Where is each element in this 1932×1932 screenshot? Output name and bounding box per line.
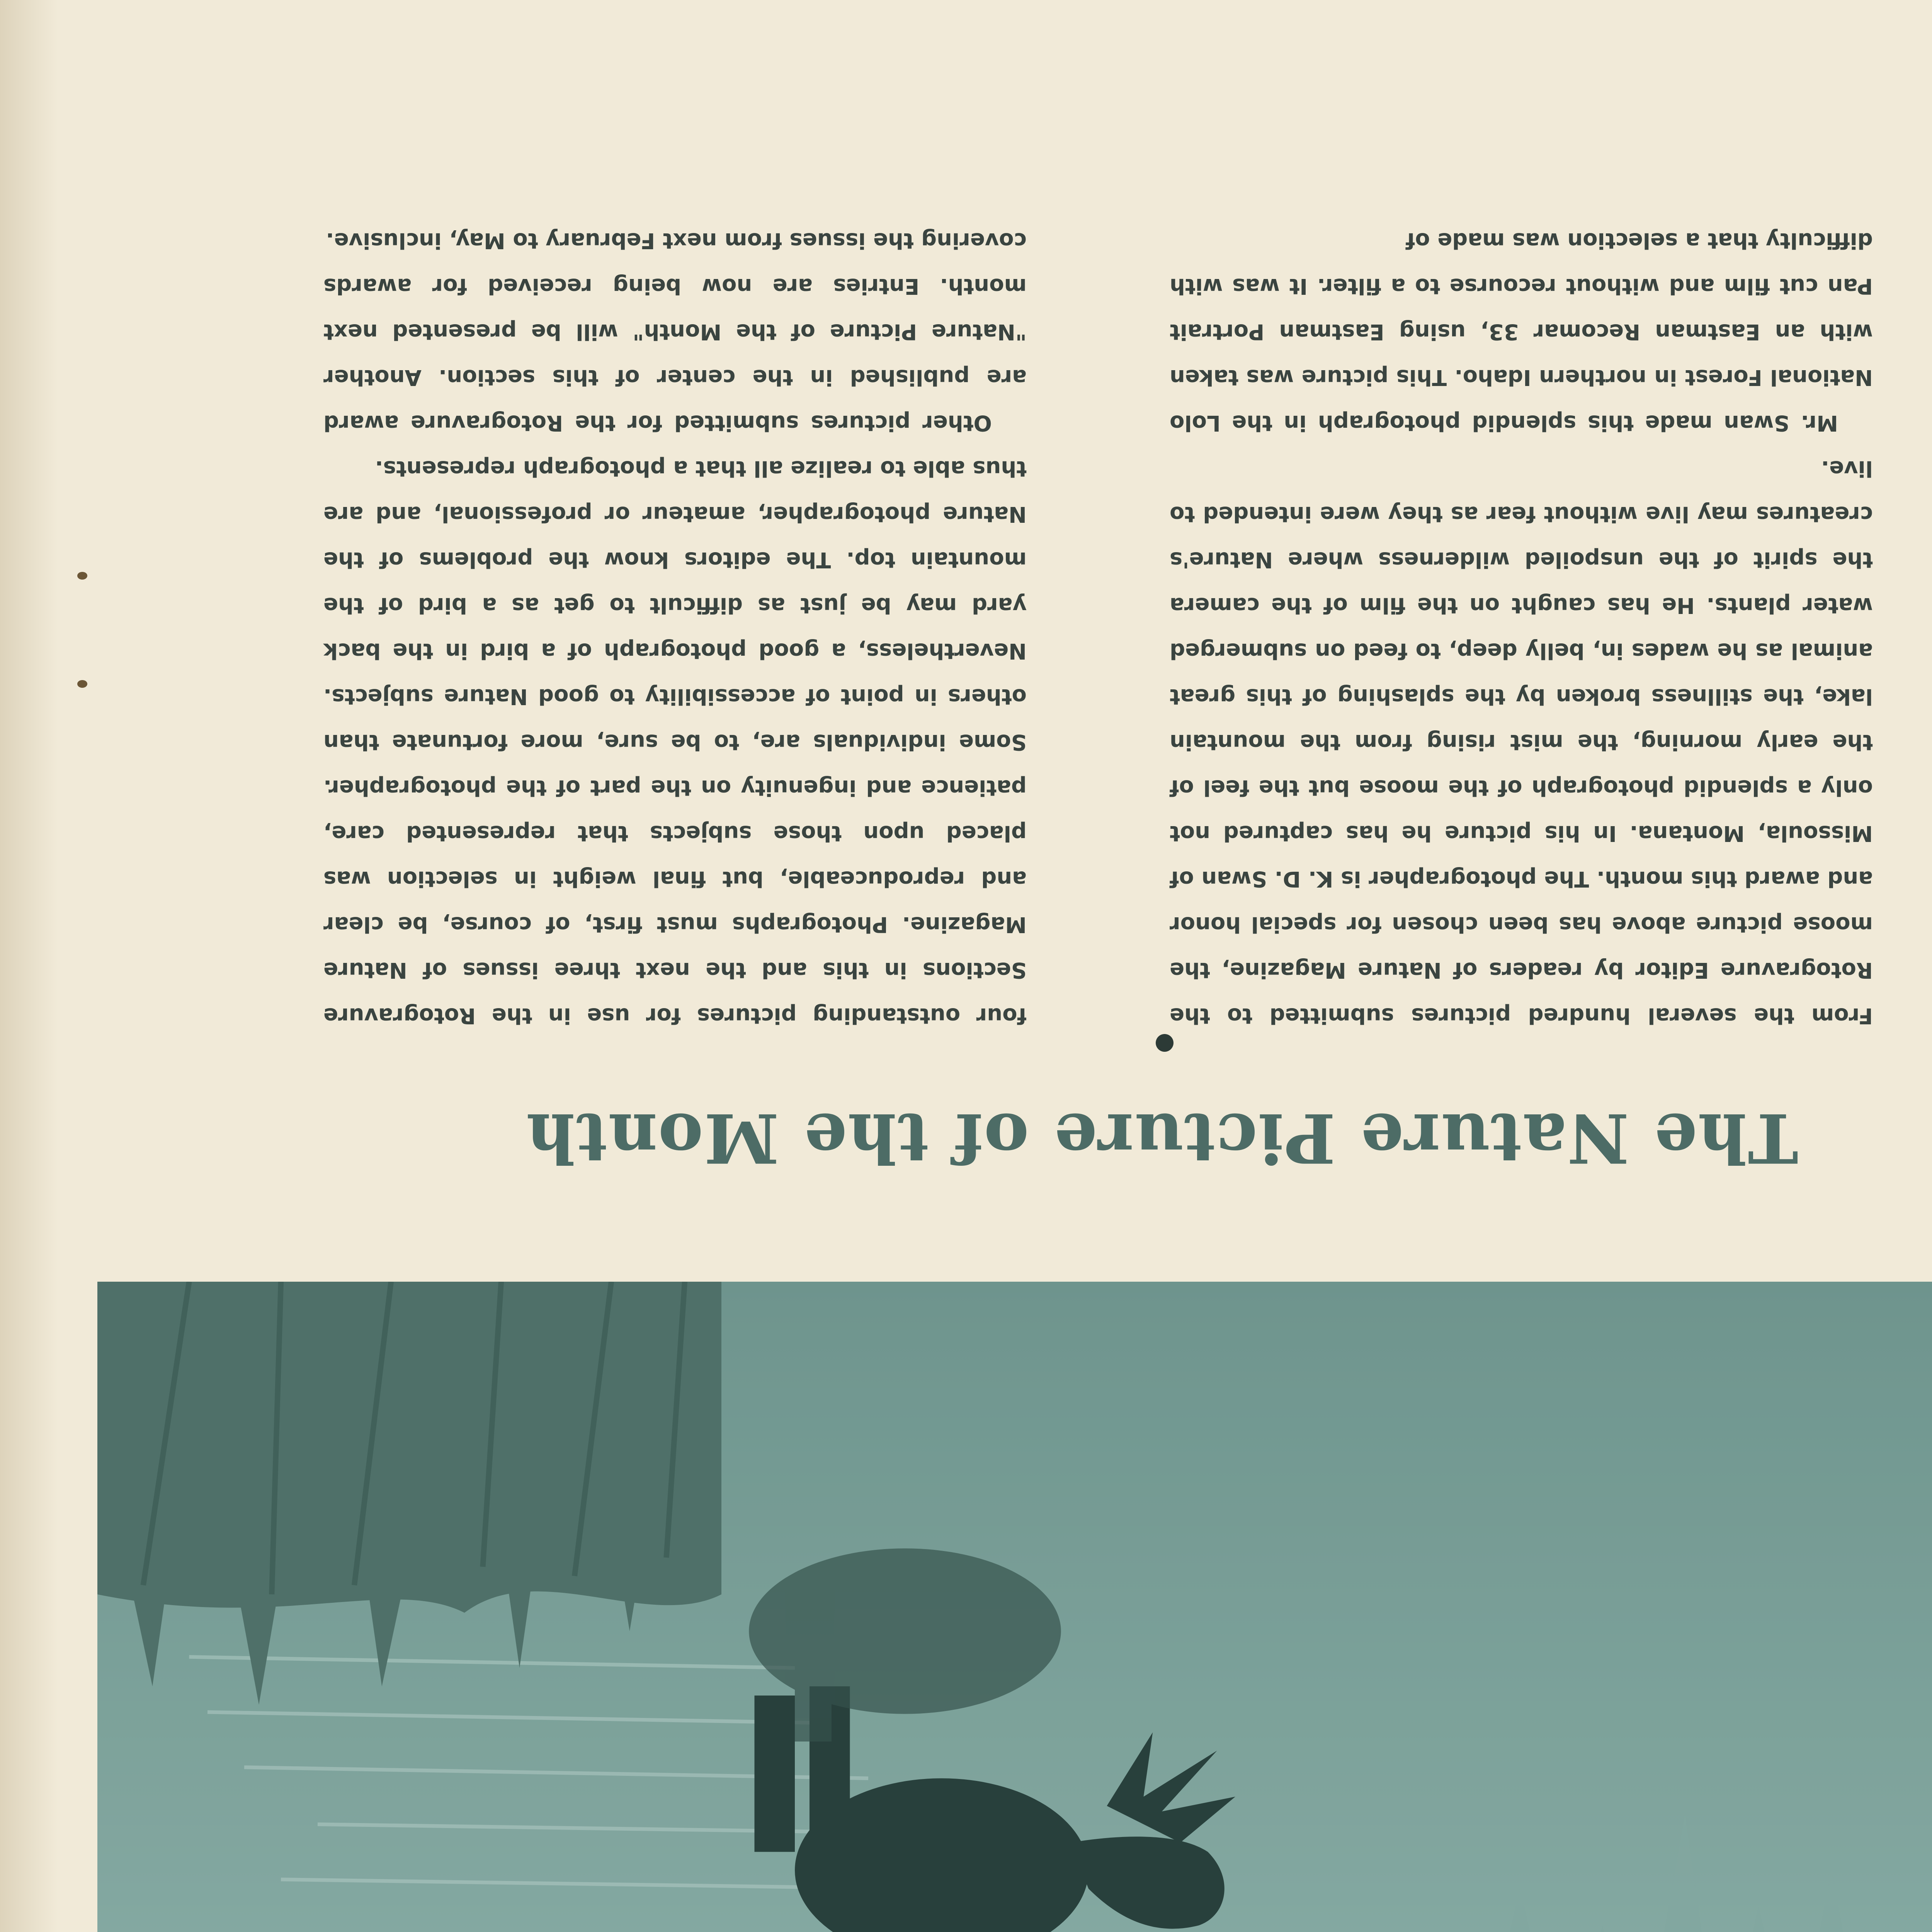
page-title: The Nature Picture of the Month [526, 1098, 1798, 1177]
paragraph: From the several hundred pictures submitted to the Rotogravure Editor by readers of Nature Magazine, the moose picture above has been chosen for special honor and award this month. The photographer is K. D. Swan of Missoula, Montana. In his picture he has captured not only a splendid photograph of the moose but the feel of the early morning, the mist rising from the mountain lake, the stillness broken by the splashing of this great animal as he wades in, belly deep, to feed on submerged water plants. He has caught on the film of the camera the spirit of the unspoiled wilderness where Nature's creatures may live without fear as they were intended to live. [1170, 456, 1873, 1028]
paragraph: four outstanding pictures for use in the Rotogravure Sections in this and the next three issues of Nature Magazine. Photographs must first, of course, be clear and reproduceable, but final weight in selection was placed upon those subjects that represented care, patience and ingenuity on the part of the photographer. Some individuals are, to be sure, more fortunate than others in point of accessibility to good Nature subjects. Nevertheless, a good photograph of a bird in the back yard may be just as difficult to get as a bird of the mountain top. The editors know the problems of the Nature photographer, amateur or professional, and are thus able to realize all that a photograph represents. [323, 456, 1027, 1028]
moose-photograph [97, 1282, 1932, 1932]
moose-photo-svg [97, 1282, 1932, 1932]
article-column-right [323, 218, 1027, 1038]
paragraph: Other pictures submitted for the Rotogravure award are published in the center of this section. Another "Nature Picture of the Month" will be presented next month. Entries are now being received for awards covering the issues from next February to May, inclusive. [323, 228, 1027, 435]
paragraph: Mr. Swan made this splendid photograph in the Lolo National Forest in northern Idaho. This picture was taken with an Eastman Recomar 33, using Eastman Portrait Pan cut film and without recourse to a filter. It was with difficulty that a selection was made of [1170, 228, 1873, 435]
photo-tint [97, 1282, 1932, 1932]
article-column-left [1170, 218, 1873, 1038]
